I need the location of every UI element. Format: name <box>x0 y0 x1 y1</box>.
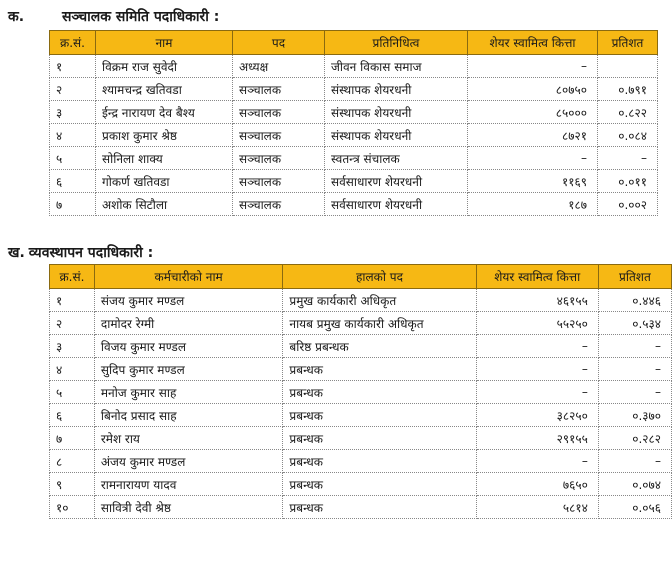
table-cell: ०.७९१ <box>598 78 658 101</box>
management-header-row <box>50 265 672 289</box>
section-a-marker: क. <box>8 9 25 25</box>
table-cell: – <box>476 381 598 404</box>
table-cell: प्रकाश कुमार श्रेष्ठ <box>96 124 233 147</box>
table-cell: प्रबन्धक <box>283 381 476 404</box>
board-header-row <box>50 31 658 55</box>
table-cell: ११६९ <box>468 170 598 193</box>
table-cell: ४ <box>50 124 96 147</box>
table-row <box>50 289 672 312</box>
section-b-title: व्यवस्थापन पदाधिकारी : <box>28 245 154 261</box>
table-cell: ०.०११ <box>598 170 658 193</box>
table-cell: ९ <box>50 473 95 496</box>
column-header: हालको पद <box>283 265 476 289</box>
table-cell: सञ्चालक <box>233 78 325 101</box>
table-cell: ४६१५५ <box>476 289 598 312</box>
table-row <box>50 312 672 335</box>
column-header: शेयर स्वामित्व कित्ता <box>476 265 598 289</box>
table-cell: ०.३७० <box>598 404 671 427</box>
table-cell: संस्थापक शेयरधनी <box>325 101 468 124</box>
table-cell: ८७२१ <box>468 124 598 147</box>
table-row <box>50 358 672 381</box>
table-cell: ८५००० <box>468 101 598 124</box>
table-row <box>50 147 658 170</box>
table-cell: बिनोद प्रसाद साह <box>94 404 283 427</box>
table-cell: नायब प्रमुख कार्यकारी अधिकृत <box>283 312 476 335</box>
table-cell: अध्यक्ष <box>233 55 325 78</box>
table-cell: – <box>468 147 598 170</box>
table-cell: सोनिला शाक्य <box>96 147 233 170</box>
table-cell: सञ्चालक <box>233 193 325 216</box>
column-header: शेयर स्वामित्व कित्ता <box>468 31 598 55</box>
table-cell: प्रबन्धक <box>283 427 476 450</box>
board-table-body <box>50 55 658 216</box>
table-cell: – <box>476 358 598 381</box>
table-cell: बरिष्ठ प्रबन्धक <box>283 335 476 358</box>
table-cell: ०.०५६ <box>598 496 671 519</box>
column-header: पद <box>233 31 325 55</box>
table-cell: ५ <box>50 381 95 404</box>
column-header: क्र.सं. <box>50 265 95 289</box>
table-cell: सर्वसाधारण शेयरधनी <box>325 193 468 216</box>
column-header: कर्मचारीको नाम <box>94 265 283 289</box>
table-cell: विजय कुमार मण्डल <box>94 335 283 358</box>
table-row <box>50 335 672 358</box>
table-cell: ०.८२२ <box>598 101 658 124</box>
table-row <box>50 170 658 193</box>
table-cell: ०.२८२ <box>598 427 671 450</box>
table-cell: २ <box>50 78 96 101</box>
table-cell: १० <box>50 496 95 519</box>
table-cell: सञ्चालक <box>233 124 325 147</box>
table-cell: – <box>598 358 671 381</box>
table-cell: स्वतन्त्र संचालक <box>325 147 468 170</box>
table-cell: संस्थापक शेयरधनी <box>325 124 468 147</box>
table-cell: ७ <box>50 427 95 450</box>
section-a-title: सञ्चालक समिति पदाधिकारी : <box>62 9 220 25</box>
board-officials-table <box>49 30 658 216</box>
table-cell: ५८१४ <box>476 496 598 519</box>
table-cell: जीवन विकास समाज <box>325 55 468 78</box>
table-cell: विक्रम राज सुवेदी <box>96 55 233 78</box>
table-cell: अंजय कुमार मण्डल <box>94 450 283 473</box>
table-cell: सञ्चालक <box>233 170 325 193</box>
table-cell: १८७ <box>468 193 598 216</box>
table-cell: संजय कुमार मण्डल <box>94 289 283 312</box>
table-cell: मनोज कुमार साह <box>94 381 283 404</box>
column-header: प्रतिशत <box>598 31 658 55</box>
section-a-heading <box>0 7 219 26</box>
table-cell: श्यामचन्द्र खतिवडा <box>96 78 233 101</box>
table-cell: ५५२५० <box>476 312 598 335</box>
table-cell: अशोक सिटौला <box>96 193 233 216</box>
column-header: प्रतिशत <box>598 265 671 289</box>
table-cell: ३ <box>50 101 96 124</box>
management-officials-table <box>49 264 672 519</box>
table-cell: – <box>598 147 658 170</box>
table-cell: ६ <box>50 404 95 427</box>
table-cell <box>598 55 658 78</box>
table-cell: प्रबन्धक <box>283 358 476 381</box>
table-cell: ८०७५० <box>468 78 598 101</box>
table-cell: संस्थापक शेयरधनी <box>325 78 468 101</box>
table-cell: – <box>476 450 598 473</box>
table-cell: प्रबन्धक <box>283 473 476 496</box>
table-cell: ५ <box>50 147 96 170</box>
table-cell: – <box>598 450 671 473</box>
table-cell: प्रबन्धक <box>283 404 476 427</box>
table-cell: सञ्चालक <box>233 101 325 124</box>
table-row <box>50 124 658 147</box>
table-cell: सर्वसाधारण शेयरधनी <box>325 170 468 193</box>
table-row <box>50 381 672 404</box>
section-b-marker: ख. <box>8 245 25 261</box>
table-row <box>50 496 672 519</box>
column-header: नाम <box>96 31 233 55</box>
table-cell: ३८२५० <box>476 404 598 427</box>
table-cell: ईन्द्र नारायण देव बैश्य <box>96 101 233 124</box>
table-row <box>50 78 658 101</box>
table-row <box>50 55 658 78</box>
column-header: क्र.सं. <box>50 31 96 55</box>
table-cell: २ <box>50 312 95 335</box>
table-cell: ४ <box>50 358 95 381</box>
table-cell: ७ <box>50 193 96 216</box>
table-row <box>50 450 672 473</box>
table-row <box>50 427 672 450</box>
table-cell: – <box>598 335 671 358</box>
table-cell: ८ <box>50 450 95 473</box>
table-cell: ७६५० <box>476 473 598 496</box>
table-cell: ६ <box>50 170 96 193</box>
table-cell: – <box>476 335 598 358</box>
table-cell: प्रबन्धक <box>283 496 476 519</box>
table-cell: सुदिप कुमार मण्डल <box>94 358 283 381</box>
table-cell: ३ <box>50 335 95 358</box>
table-cell: रमेश राय <box>94 427 283 450</box>
table-cell: रामनारायण यादव <box>94 473 283 496</box>
table-cell: दामोदर रेग्मी <box>94 312 283 335</box>
table-cell: प्रमुख कार्यकारी अधिकृत <box>283 289 476 312</box>
table-cell: प्रबन्धक <box>283 450 476 473</box>
column-header: प्रतिनिधित्व <box>325 31 468 55</box>
table-cell: ०.४४६ <box>598 289 671 312</box>
table-cell: ०.५३४ <box>598 312 671 335</box>
table-cell: १ <box>50 289 95 312</box>
table-row <box>50 101 658 124</box>
table-cell: ०.०७४ <box>598 473 671 496</box>
table-row <box>50 404 672 427</box>
table-row <box>50 473 672 496</box>
section-b-heading <box>0 243 153 262</box>
table-cell: २९१५५ <box>476 427 598 450</box>
table-cell: – <box>598 381 671 404</box>
table-cell: ०.०८४ <box>598 124 658 147</box>
table-cell: १ <box>50 55 96 78</box>
table-cell: सावित्री देवी श्रेष्ठ <box>94 496 283 519</box>
management-table-body <box>50 289 672 519</box>
table-cell: सञ्चालक <box>233 147 325 170</box>
table-cell: गोकर्ण खतिवडा <box>96 170 233 193</box>
table-cell: ०.००२ <box>598 193 658 216</box>
table-cell: – <box>468 55 598 78</box>
table-row <box>50 193 658 216</box>
